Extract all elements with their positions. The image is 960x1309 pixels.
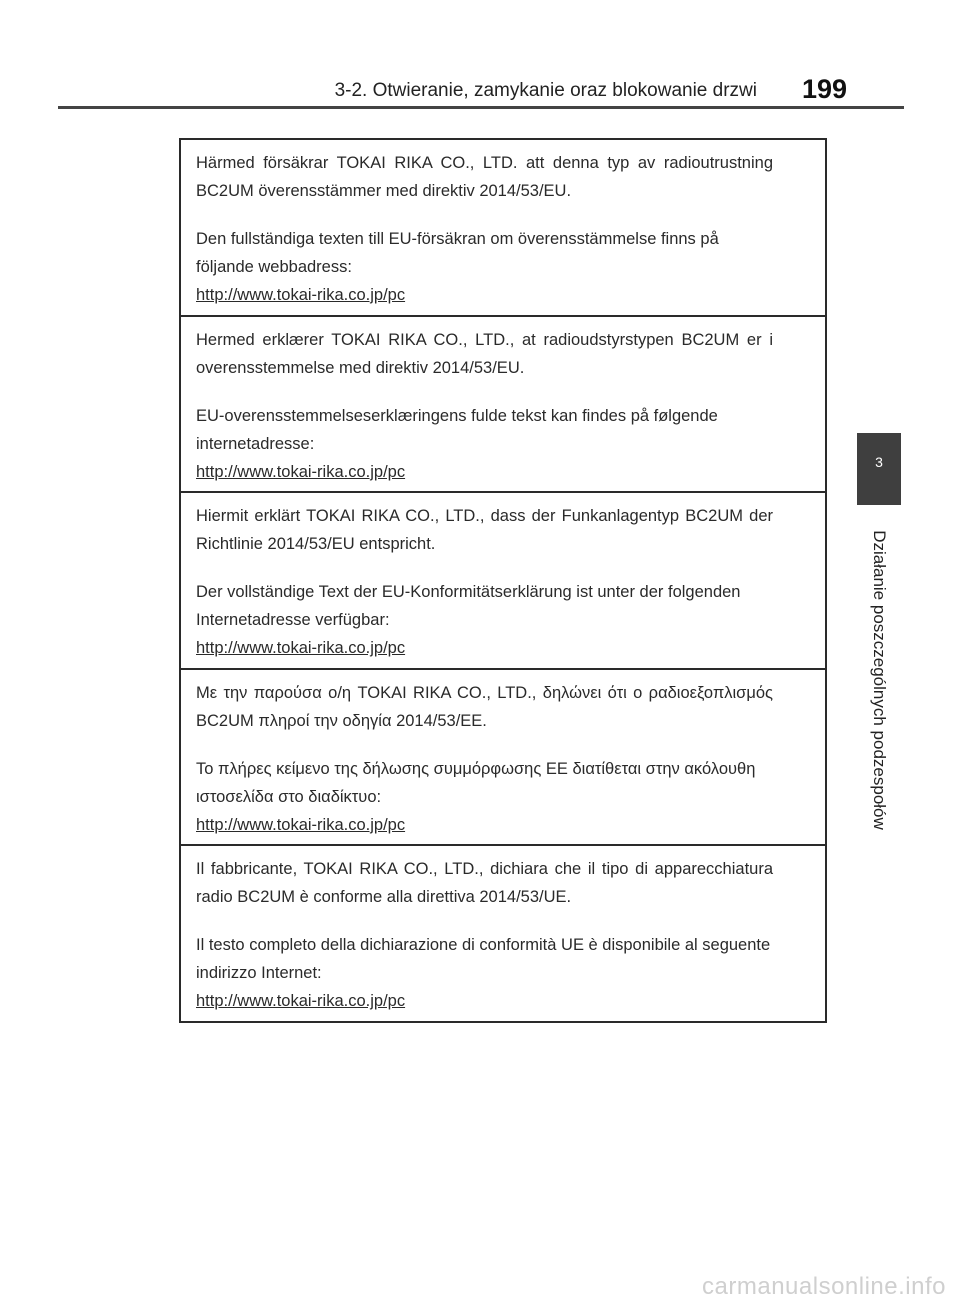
declaration-text: Härmed försäkrar TOKAI RIKA CO., LTD. att denna typ av radioutrustning BC2UM överensstämmer med direktiv 2014/53/EU. <box>196 154 773 200</box>
chapter-label: Działanie poszczególnych podzespołów <box>870 530 889 830</box>
fulltext-note: Il testo completo della dichiarazione di conformità UE è disponibile al seguente indirizzo Internet: <box>196 936 771 983</box>
fulltext-note: Der vollständige Text der EU-Konformitätserklärung ist unter der folgenden Internetadresse verfügbar: <box>196 583 741 630</box>
declaration-url[interactable]: http://www.tokai-rika.co.jp/pc <box>196 815 406 834</box>
header-divider <box>58 106 904 109</box>
fulltext-note: Den fullständiga texten till EU-försäkran om överensstämmelse finns på följande webbadress: <box>196 230 719 276</box>
declaration-text: Με την παρούσα ο/η TOKAI RIKA CO., LTD., δηλώνει ότι ο ραδιοεξοπλισμός BC2UM πληροί την οδηγία 2014/53/ΕΕ. <box>196 683 773 730</box>
section-title: 3-2. Otwieranie, zamykanie oraz blokowanie drzwi <box>334 80 757 101</box>
declaration-url[interactable]: http://www.tokai-rika.co.jp/pc <box>196 639 406 658</box>
declaration-table <box>179 138 827 1023</box>
declaration-section-da <box>181 315 825 492</box>
declaration-url[interactable]: http://www.tokai-rika.co.jp/pc <box>196 286 406 304</box>
declaration-text: Hiermit erklärt TOKAI RIKA CO., LTD., dass der Funkanlagentyp BC2UM der Richtlinie 2014/53/EU entspricht. <box>196 507 773 554</box>
site-watermark: carmanualsonline.info <box>702 1273 946 1300</box>
fulltext-note: Το πλήρες κείμενο της δήλωσης συμμόρφωσης ΕΕ διατίθεται στην ακόλουθη ιστοσελίδα στο διαδίκτυο: <box>196 759 756 806</box>
fulltext-note: EU-overensstemmelseserklæringens fulde tekst kan findes på følgende internetadresse: <box>196 406 718 453</box>
chapter-tab <box>857 433 901 505</box>
declaration-section-sv <box>181 140 825 315</box>
declaration-text: Hermed erklærer TOKAI RIKA CO., LTD., at radioudstyrstypen BC2UM er i overensstemmelse med direktiv 2014/53/EU. <box>196 330 773 377</box>
page-number: 199 <box>802 74 848 104</box>
declaration-section-it <box>181 844 825 1021</box>
declaration-section-de <box>181 491 825 668</box>
declaration-url[interactable]: http://www.tokai-rika.co.jp/pc <box>196 992 406 1011</box>
declaration-url[interactable]: http://www.tokai-rika.co.jp/pc <box>196 462 406 481</box>
chapter-number: 3 <box>875 454 883 470</box>
declaration-text: Il fabbricante, TOKAI RIKA CO., LTD., dichiara che il tipo di apparecchiatura radio BC2UM è conforme alla direttiva 2014/53/UE. <box>196 860 773 907</box>
declaration-section-el <box>181 668 825 845</box>
